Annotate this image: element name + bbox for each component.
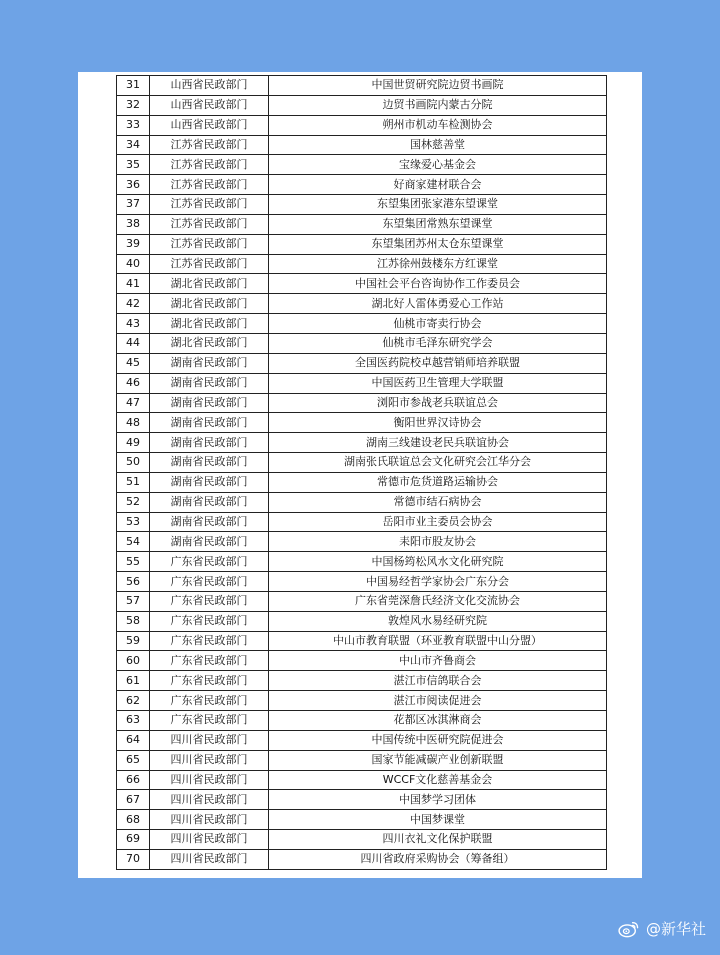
organization-name-cell: 中国易经哲学家协会广东分会	[269, 572, 607, 592]
organization-name-cell: 国林慈善堂	[269, 135, 607, 155]
department-cell: 湖南省民政部门	[150, 472, 269, 492]
table-row	[117, 651, 607, 671]
department-cell: 四川省民政部门	[150, 770, 269, 790]
row-number-cell: 62	[117, 691, 150, 711]
organization-name-cell: WCCF文化慈善基金会	[269, 770, 607, 790]
department-cell: 山西省民政部门	[150, 95, 269, 115]
table-row	[117, 373, 607, 393]
row-number-cell: 52	[117, 492, 150, 512]
department-cell: 广东省民政部门	[150, 572, 269, 592]
organization-name-cell: 东望集团苏州太仓东望课堂	[269, 234, 607, 254]
row-number-cell: 40	[117, 254, 150, 274]
row-number-cell: 31	[117, 76, 150, 96]
department-cell: 湖南省民政部门	[150, 373, 269, 393]
document-page	[78, 72, 642, 878]
organization-name-cell: 浏阳市参战老兵联谊总会	[269, 393, 607, 413]
table-row	[117, 691, 607, 711]
row-number-cell: 42	[117, 294, 150, 314]
organization-name-cell: 常德市结石病协会	[269, 492, 607, 512]
department-cell: 湖南省民政部门	[150, 453, 269, 473]
table-row	[117, 631, 607, 651]
row-number-cell: 64	[117, 730, 150, 750]
row-number-cell: 46	[117, 373, 150, 393]
table-row	[117, 433, 607, 453]
organization-name-cell: 衡阳世界汉诗协会	[269, 413, 607, 433]
department-cell: 湖南省民政部门	[150, 353, 269, 373]
row-number-cell: 45	[117, 353, 150, 373]
department-cell: 四川省民政部门	[150, 810, 269, 830]
department-cell: 四川省民政部门	[150, 830, 269, 850]
organization-name-cell: 中国杨筠松风水文化研究院	[269, 552, 607, 572]
department-cell: 湖北省民政部门	[150, 294, 269, 314]
department-cell: 广东省民政部门	[150, 552, 269, 572]
row-number-cell: 65	[117, 750, 150, 770]
organization-name-cell: 湖北好人雷体勇爱心工作站	[269, 294, 607, 314]
organization-name-cell: 湛江市阅读促进会	[269, 691, 607, 711]
row-number-cell: 51	[117, 472, 150, 492]
organization-name-cell: 花都区冰淇淋商会	[269, 711, 607, 731]
row-number-cell: 32	[117, 95, 150, 115]
row-number-cell: 48	[117, 413, 150, 433]
department-cell: 广东省民政部门	[150, 691, 269, 711]
organization-name-cell: 仙桃市寄卖行协会	[269, 314, 607, 334]
department-cell: 湖南省民政部门	[150, 433, 269, 453]
organization-name-cell: 敦煌风水易经研究院	[269, 611, 607, 631]
department-cell: 江苏省民政部门	[150, 234, 269, 254]
table-row	[117, 512, 607, 532]
table-row	[117, 254, 607, 274]
department-cell: 广东省民政部门	[150, 711, 269, 731]
row-number-cell: 70	[117, 849, 150, 869]
department-cell: 江苏省民政部门	[150, 155, 269, 175]
row-number-cell: 54	[117, 532, 150, 552]
table-row	[117, 234, 607, 254]
department-cell: 江苏省民政部门	[150, 135, 269, 155]
row-number-cell: 50	[117, 453, 150, 473]
department-cell: 山西省民政部门	[150, 76, 269, 96]
row-number-cell: 59	[117, 631, 150, 651]
organization-name-cell: 湖南三线建设老民兵联谊协会	[269, 433, 607, 453]
table-row	[117, 849, 607, 869]
table-row	[117, 730, 607, 750]
department-cell: 湖北省民政部门	[150, 333, 269, 353]
table-row	[117, 532, 607, 552]
organization-name-cell: 岳阳市业主委员会协会	[269, 512, 607, 532]
row-number-cell: 44	[117, 333, 150, 353]
row-number-cell: 38	[117, 214, 150, 234]
organization-name-cell: 常德市危货道路运输协会	[269, 472, 607, 492]
organization-name-cell: 中国传统中医研究院促进会	[269, 730, 607, 750]
table-row	[117, 393, 607, 413]
department-cell: 广东省民政部门	[150, 591, 269, 611]
organization-name-cell: 中国医药卫生管理大学联盟	[269, 373, 607, 393]
table-row	[117, 770, 607, 790]
department-cell: 江苏省民政部门	[150, 214, 269, 234]
table-row	[117, 314, 607, 334]
row-number-cell: 53	[117, 512, 150, 532]
organization-name-cell: 全国医药院校卓越营销师培养联盟	[269, 353, 607, 373]
organization-name-cell: 中国世贸研究院边贸书画院	[269, 76, 607, 96]
row-number-cell: 60	[117, 651, 150, 671]
row-number-cell: 68	[117, 810, 150, 830]
row-number-cell: 35	[117, 155, 150, 175]
department-cell: 四川省民政部门	[150, 849, 269, 869]
department-cell: 江苏省民政部门	[150, 195, 269, 215]
organization-name-cell: 湖南张氏联谊总会文化研究会江华分会	[269, 453, 607, 473]
table-row	[117, 413, 607, 433]
table-row	[117, 135, 607, 155]
row-number-cell: 34	[117, 135, 150, 155]
organization-name-cell: 中山市齐鲁商会	[269, 651, 607, 671]
table-row	[117, 115, 607, 135]
row-number-cell: 56	[117, 572, 150, 592]
table-row	[117, 294, 607, 314]
department-cell: 四川省民政部门	[150, 730, 269, 750]
table-row	[117, 155, 607, 175]
organization-name-cell: 中山市教育联盟（环亚教育联盟中山分盟）	[269, 631, 607, 651]
row-number-cell: 66	[117, 770, 150, 790]
organization-name-cell: 好商家建材联合会	[269, 175, 607, 195]
department-cell: 湖南省民政部门	[150, 492, 269, 512]
department-cell: 广东省民政部门	[150, 611, 269, 631]
organization-name-cell: 朔州市机动车检测协会	[269, 115, 607, 135]
table-row	[117, 790, 607, 810]
row-number-cell: 41	[117, 274, 150, 294]
department-cell: 湖南省民政部门	[150, 532, 269, 552]
table-row	[117, 453, 607, 473]
department-cell: 江苏省民政部门	[150, 175, 269, 195]
department-cell: 四川省民政部门	[150, 750, 269, 770]
table-row	[117, 552, 607, 572]
department-cell: 湖北省民政部门	[150, 314, 269, 334]
table-row	[117, 830, 607, 850]
row-number-cell: 61	[117, 671, 150, 691]
row-number-cell: 57	[117, 591, 150, 611]
department-cell: 山西省民政部门	[150, 115, 269, 135]
row-number-cell: 43	[117, 314, 150, 334]
table-row	[117, 810, 607, 830]
organization-name-cell: 边贸书画院内蒙古分院	[269, 95, 607, 115]
row-number-cell: 49	[117, 433, 150, 453]
organization-name-cell: 耒阳市股友协会	[269, 532, 607, 552]
table-row	[117, 274, 607, 294]
organization-name-cell: 中国社会平台咨询协作工作委员会	[269, 274, 607, 294]
table-row	[117, 214, 607, 234]
organization-name-cell: 仙桃市毛泽东研究学会	[269, 333, 607, 353]
weibo-icon	[618, 920, 640, 938]
organization-name-cell: 四川衣礼文化保护联盟	[269, 830, 607, 850]
row-number-cell: 33	[117, 115, 150, 135]
organization-name-cell: 东望集团张家港东望课堂	[269, 195, 607, 215]
row-number-cell: 36	[117, 175, 150, 195]
organization-name-cell: 中国梦课堂	[269, 810, 607, 830]
organization-name-cell: 江苏徐州鼓楼东方红课堂	[269, 254, 607, 274]
department-cell: 湖南省民政部门	[150, 512, 269, 532]
row-number-cell: 55	[117, 552, 150, 572]
table-row	[117, 671, 607, 691]
table-row	[117, 711, 607, 731]
row-number-cell: 63	[117, 711, 150, 731]
department-cell: 广东省民政部门	[150, 671, 269, 691]
table-row	[117, 750, 607, 770]
table-row	[117, 333, 607, 353]
organization-name-cell: 东望集团常熟东望课堂	[269, 214, 607, 234]
department-cell: 广东省民政部门	[150, 631, 269, 651]
organization-name-cell: 中国梦学习团体	[269, 790, 607, 810]
table-row	[117, 611, 607, 631]
table-row	[117, 76, 607, 96]
row-number-cell: 37	[117, 195, 150, 215]
department-cell: 湖南省民政部门	[150, 413, 269, 433]
organization-name-cell: 国家节能减碳产业创新联盟	[269, 750, 607, 770]
table-row	[117, 472, 607, 492]
row-number-cell: 39	[117, 234, 150, 254]
row-number-cell: 69	[117, 830, 150, 850]
department-cell: 湖南省民政部门	[150, 393, 269, 413]
department-cell: 广东省民政部门	[150, 651, 269, 671]
table-row	[117, 572, 607, 592]
row-number-cell: 47	[117, 393, 150, 413]
row-number-cell: 67	[117, 790, 150, 810]
organization-table	[116, 75, 607, 870]
department-cell: 江苏省民政部门	[150, 254, 269, 274]
organization-name-cell: 广东省莞深詹氏经济文化交流协会	[269, 591, 607, 611]
table-row	[117, 353, 607, 373]
table-row	[117, 492, 607, 512]
organization-name-cell: 宝缘爱心基金会	[269, 155, 607, 175]
table-row	[117, 175, 607, 195]
table-body	[117, 76, 607, 870]
watermark	[618, 918, 706, 939]
table-row	[117, 591, 607, 611]
table-row	[117, 195, 607, 215]
department-cell: 湖北省民政部门	[150, 274, 269, 294]
row-number-cell: 58	[117, 611, 150, 631]
watermark-text: @新华社	[645, 920, 706, 938]
organization-name-cell: 四川省政府采购协会（筹备组）	[269, 849, 607, 869]
table-row	[117, 95, 607, 115]
department-cell: 四川省民政部门	[150, 790, 269, 810]
organization-name-cell: 湛江市信鸽联合会	[269, 671, 607, 691]
